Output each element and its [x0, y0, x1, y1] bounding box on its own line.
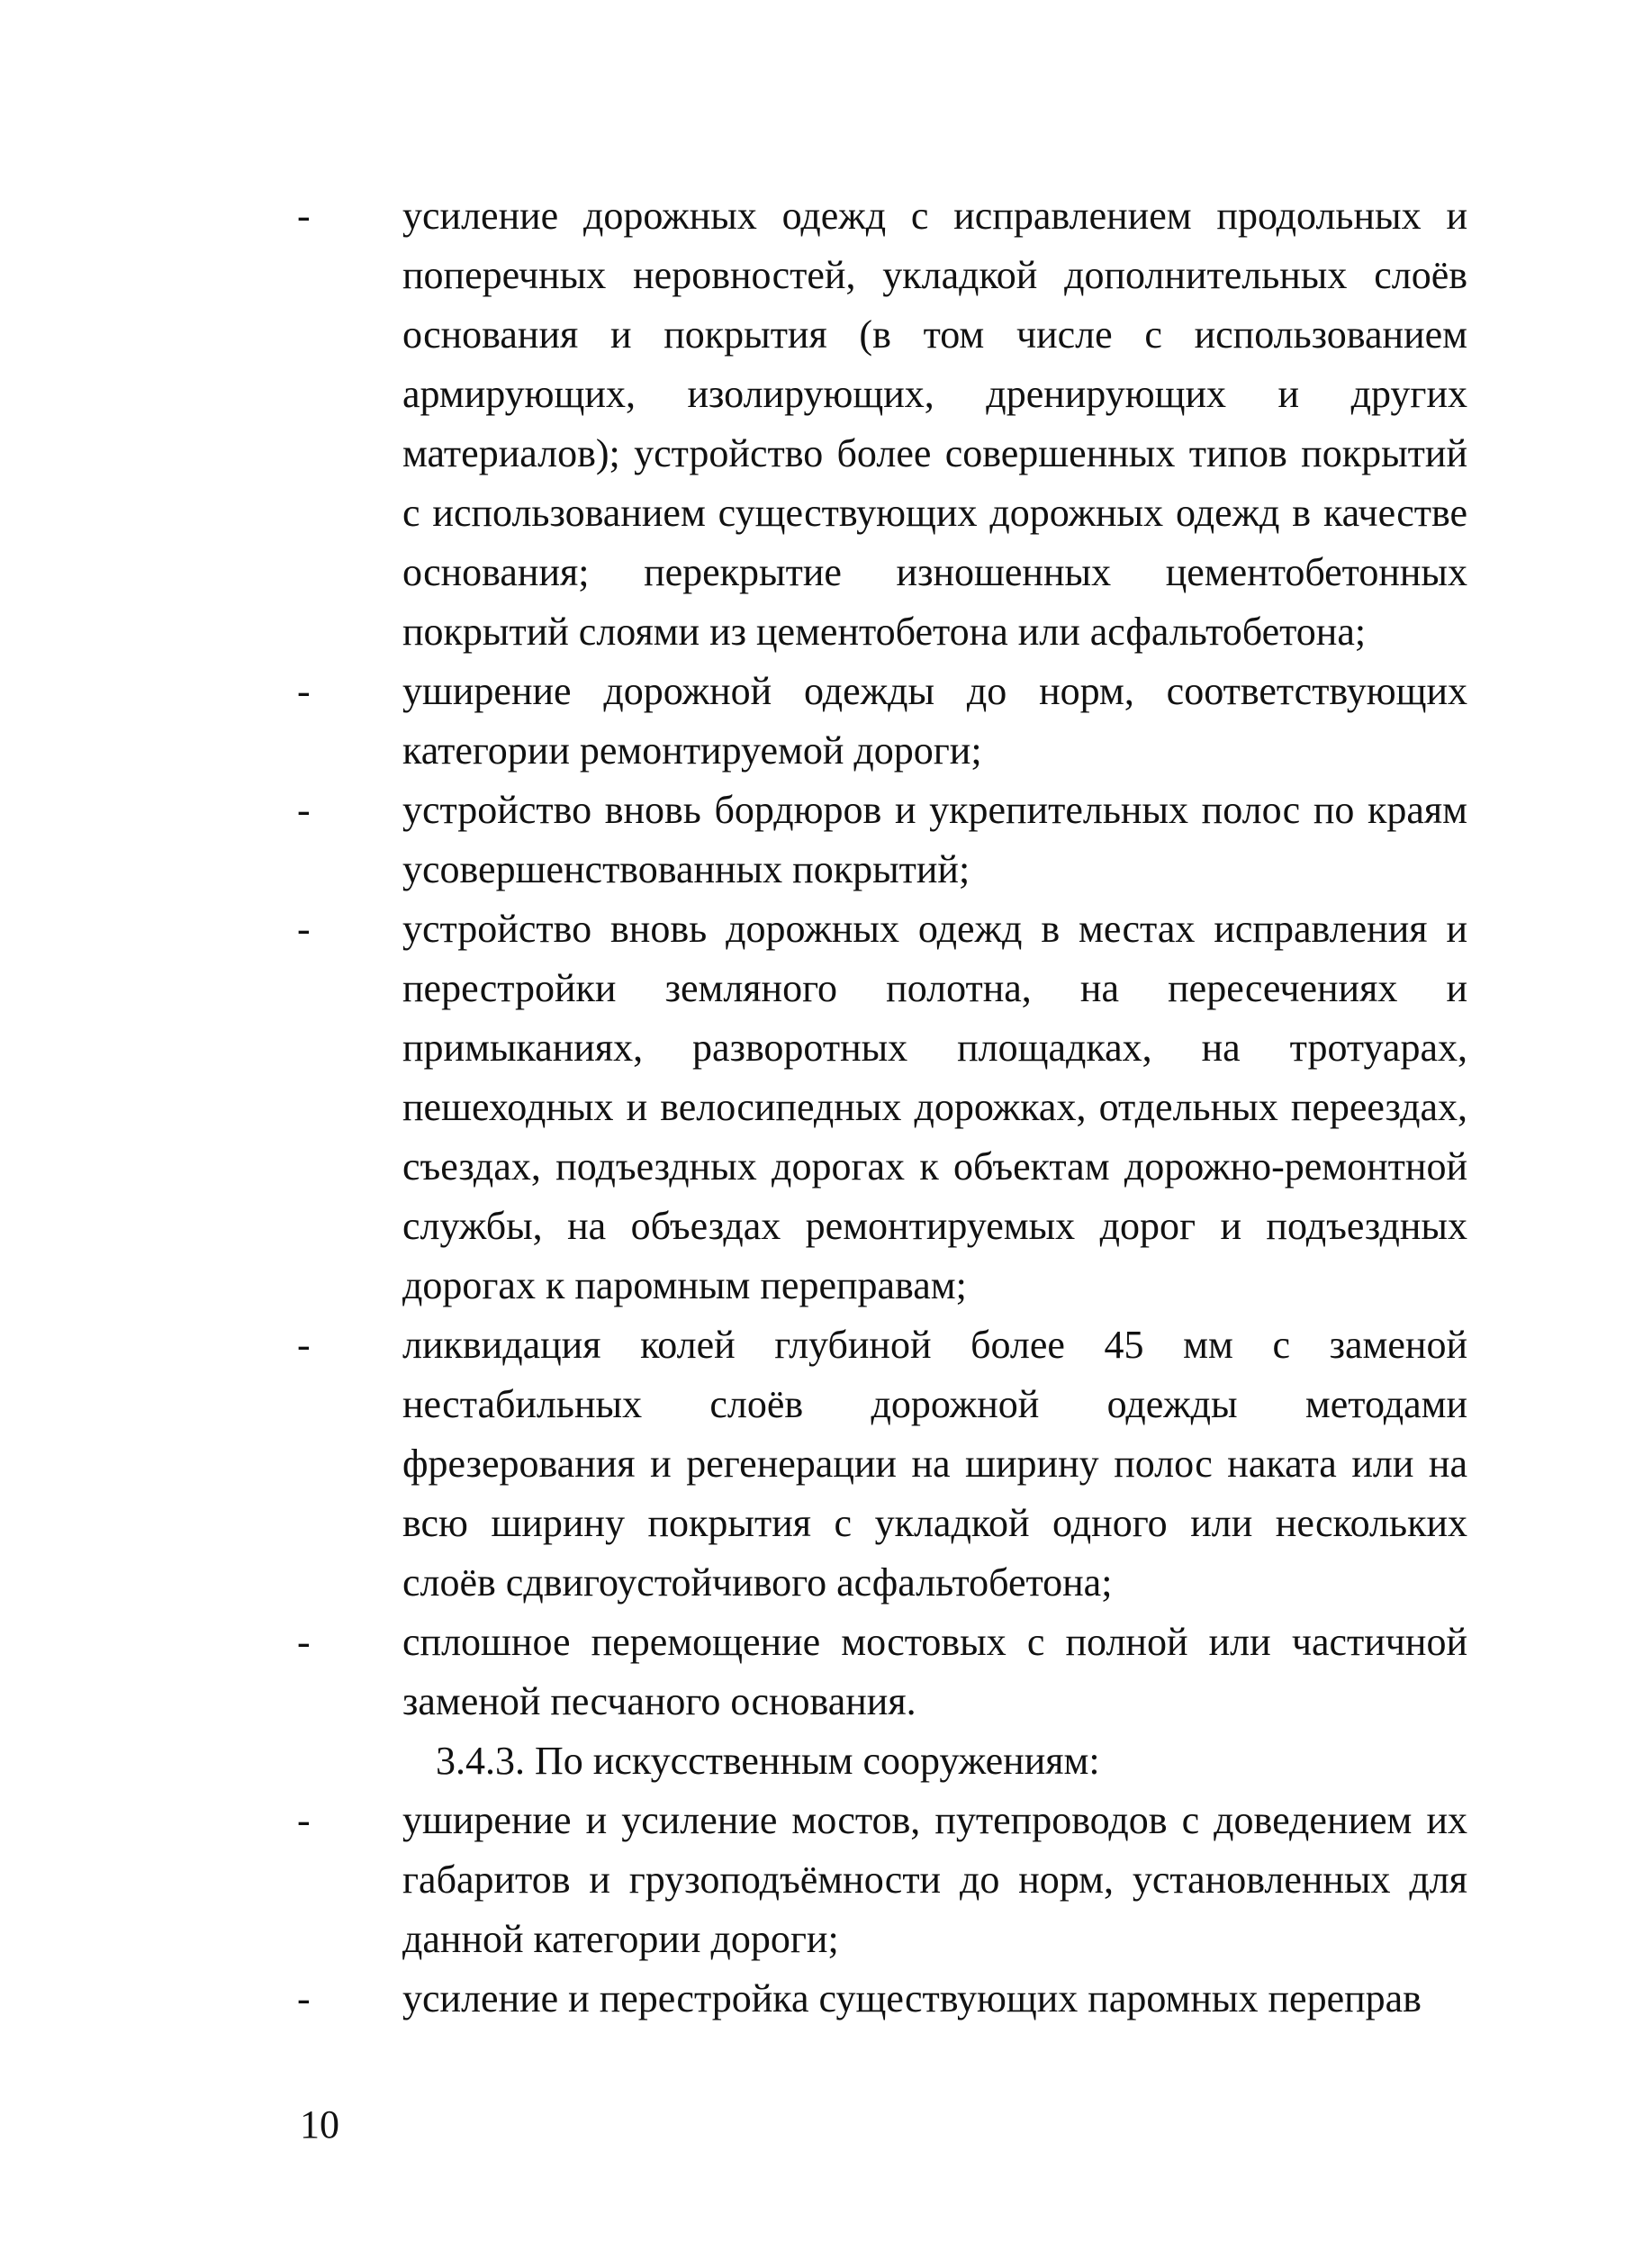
list-item	[0, 1969, 1652, 2029]
list-item-text: уширение и усиление мостов, путепроводов с доведением их габаритов и грузоподъёмности до норм, установленных для данной категории дороги;	[402, 1798, 1467, 1961]
list-item-text: усиление и перестройка существующих паромных переправ	[402, 1976, 1422, 2020]
list-item	[0, 186, 1652, 662]
list-item-text: сплошное перемощение мостовых с полной или частичной заменой песчаного основания.	[402, 1620, 1467, 1723]
list-dash: -	[297, 1323, 311, 1367]
list-item	[0, 1791, 1652, 1969]
list-dash: -	[297, 907, 311, 951]
list-item-text: ликвидация колей глубиной более 45 мм с заменой нестабильных слоёв дорожной одежды методами фрезерования и регенерации на ширину полос наката или на всю ширину покрытия с укладкой одного или нескольких слоёв сдвигоустойчивого асфальтобетона;	[402, 1323, 1467, 1605]
list-item	[0, 899, 1652, 1315]
list-item-text: усиление дорожных одежд с исправлением продольных и поперечных неровностей, укладкой дополнительных слоёв основания и покрытия (в том числе с использованием армирующих, изолирующих, дренирующих и других материалов); устройство более совершенных типов покрытий с использованием существующих дорожных одежд в качестве основания; перекрытие изношенных цементобетонных покрытий слоями из цементобетона или асфальтобетона;	[402, 194, 1467, 654]
list-dash: -	[297, 669, 311, 713]
list-item-text: уширение дорожной одежды до норм, соответствующих категории ремонтируемой дороги;	[402, 669, 1467, 773]
list-item	[0, 1315, 1652, 1613]
work-list	[0, 186, 1652, 2029]
list-dash: -	[297, 1976, 311, 2020]
list-dash: -	[297, 788, 311, 832]
list-dash: -	[297, 1798, 311, 1842]
list-dash: -	[297, 194, 311, 238]
list-item-text: устройство вновь бордюров и укрепительных полос по краям усовершенствованных покрытий;	[402, 788, 1467, 891]
list-item-text: устройство вновь дорожных одежд в местах исправления и перестройки земляного полотна, на пересечениях и примыканиях, разворотных площадках, на тротуарах, пешеходных и велосипедных дорожках, отдельных переездах, съездах, подъездных дорогах к объектам дорожно-ремонтной службы, на объездах ремонтируемых дорог и подъездных дорогах к паромным переправам;	[402, 907, 1467, 1307]
page-number: 10	[300, 2102, 339, 2147]
list-dash: -	[297, 1620, 311, 1664]
list-item	[0, 781, 1652, 899]
list-item	[0, 1613, 1652, 1731]
list-item	[0, 662, 1652, 781]
section-heading: 3.4.3. По искусственным сооружениям:	[436, 1739, 1100, 1783]
